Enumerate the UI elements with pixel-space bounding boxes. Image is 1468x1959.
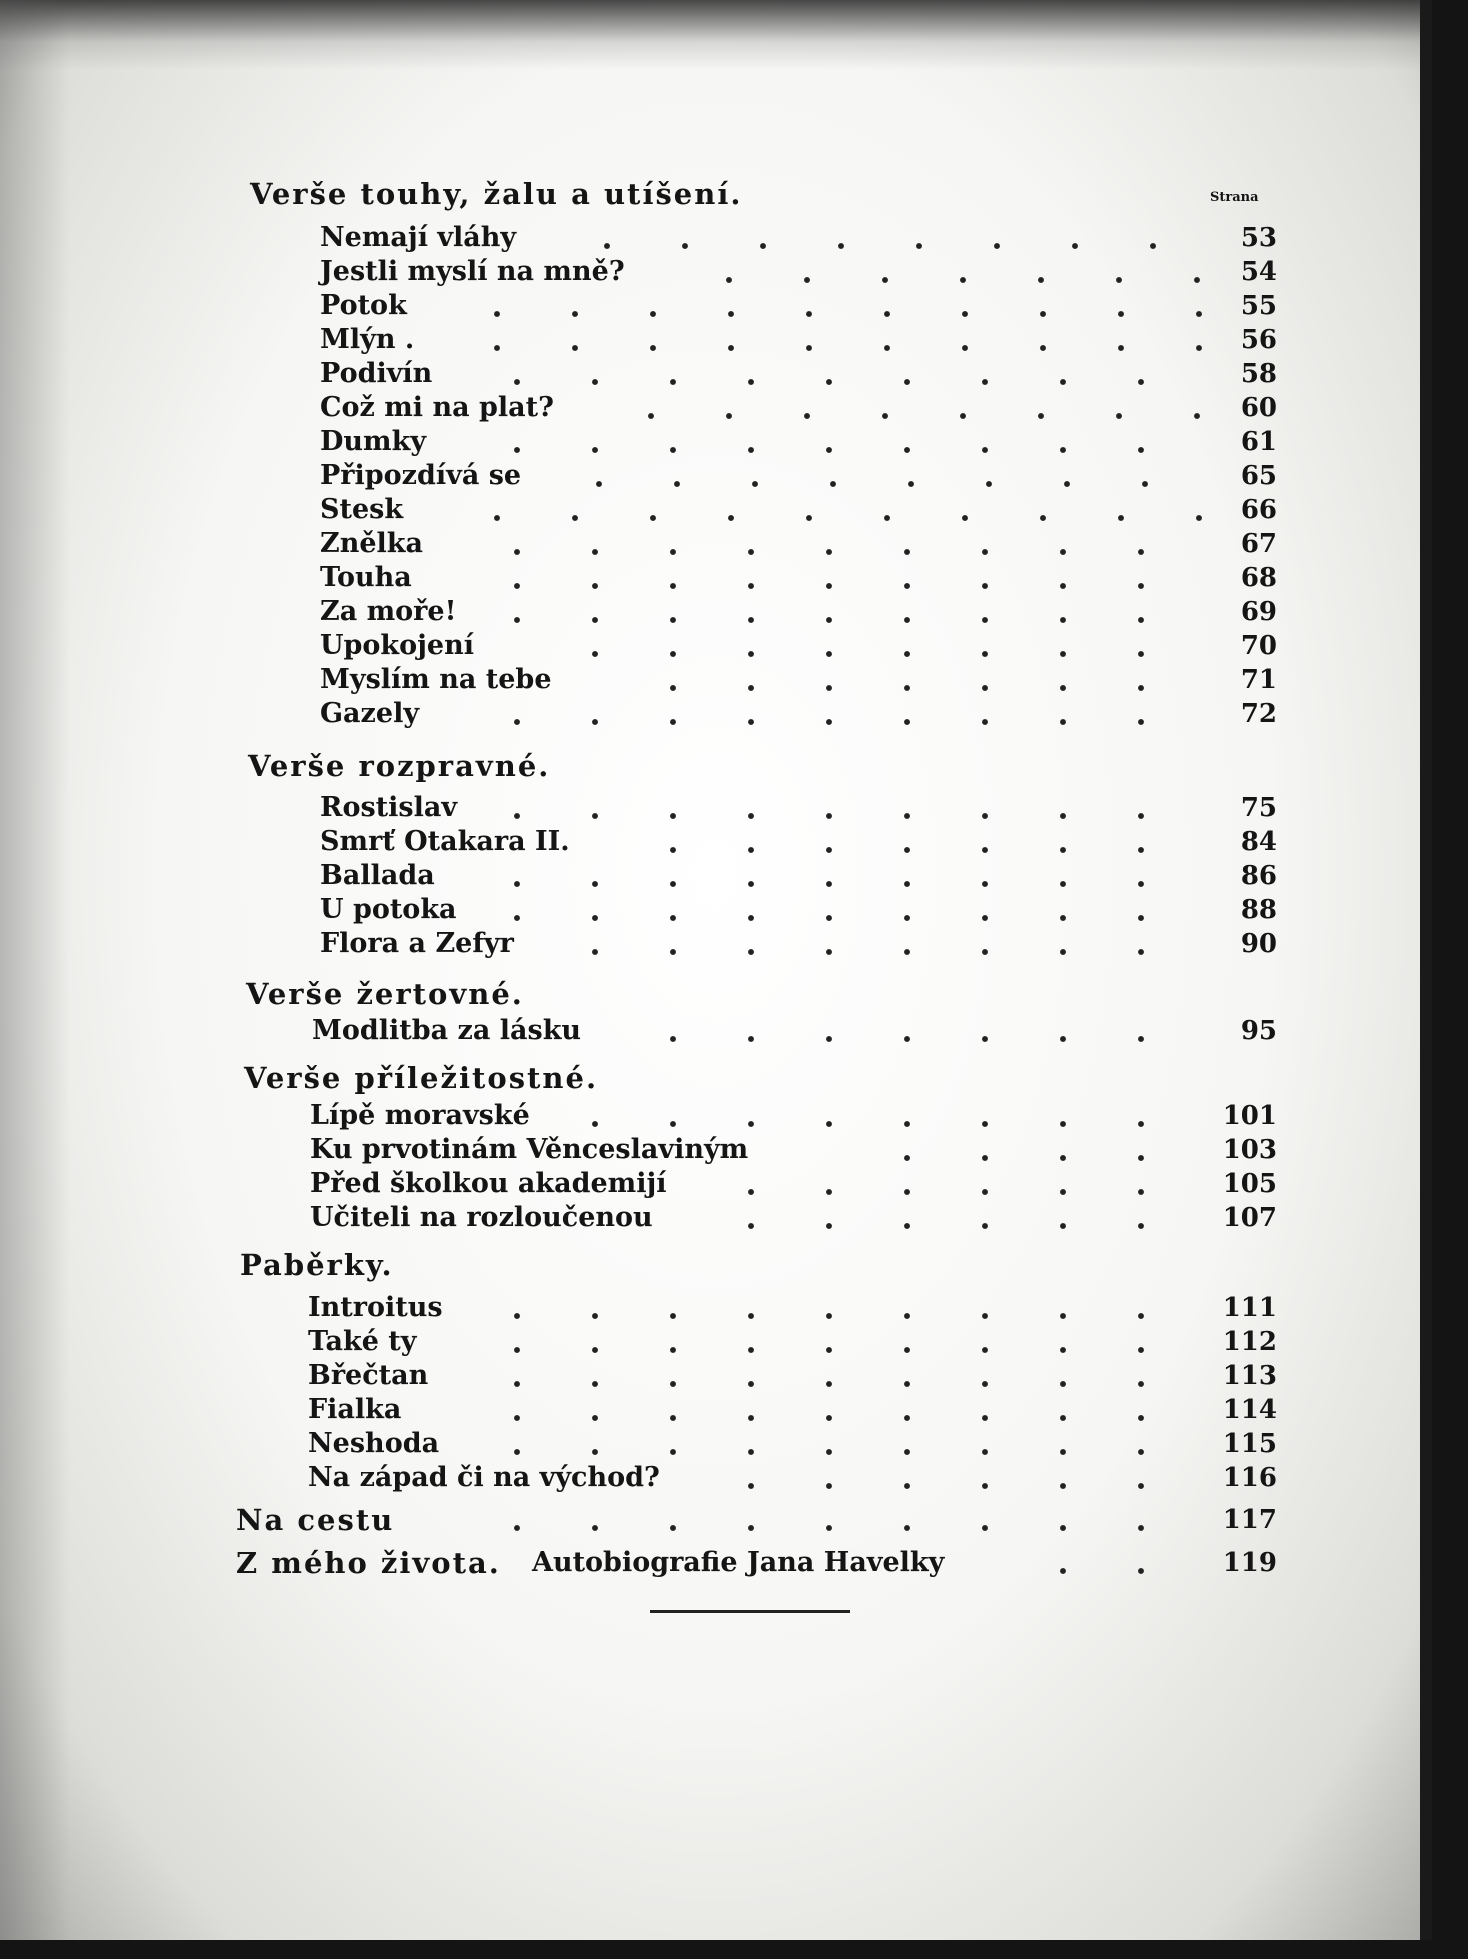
entry-title: Jestli myslí na mně? (320, 256, 625, 287)
leader-dots (478, 893, 1208, 927)
entry-page: 113 (1222, 1361, 1277, 1391)
closing-rule (650, 1610, 850, 1613)
toc-entry (0, 1099, 1432, 1133)
leader-dots (478, 595, 1208, 629)
entry-page: 53 (1240, 223, 1277, 253)
toc-entry (0, 289, 1432, 323)
toc-entry (0, 629, 1432, 663)
entry-title: Ballada (320, 860, 435, 891)
entry-title: Myslím na tebe (320, 664, 552, 695)
leader-dots (868, 1133, 1208, 1167)
entry-title: Učiteli na rozloučenou (310, 1202, 653, 1233)
toc-entry (0, 927, 1432, 961)
toc-entry (0, 493, 1432, 527)
entry-title: Stesk (320, 494, 404, 525)
leader-dots (1024, 1546, 1208, 1580)
entry-title: Také ty (308, 1326, 417, 1357)
entry-page: 101 (1222, 1101, 1277, 1131)
leader-dots (478, 1427, 1208, 1461)
leader-dots (478, 1503, 1208, 1537)
leader-dots (478, 527, 1208, 561)
entry-page: 54 (1240, 257, 1277, 287)
entry-title: Modlitba za lásku (312, 1015, 582, 1046)
leader-dots (478, 859, 1208, 893)
toc-entry (0, 1167, 1432, 1201)
entry-title: Fialka (308, 1394, 402, 1425)
entry-page: 67 (1240, 529, 1277, 559)
entry-page: 90 (1240, 929, 1277, 959)
leader-dots (458, 493, 1208, 527)
entry-page: 112 (1222, 1327, 1277, 1357)
toc-entry (0, 1133, 1432, 1167)
entry-page: 107 (1222, 1203, 1277, 1233)
leader-dots (712, 1201, 1208, 1235)
toc-entry (0, 697, 1432, 731)
toc-entry (0, 893, 1432, 927)
section-title: Verše rozpravné. (248, 749, 551, 783)
entry-page: 115 (1222, 1429, 1277, 1459)
page-column-header: Strana (1210, 190, 1259, 205)
entry-title: Gazely (320, 698, 420, 729)
leader-dots (478, 1359, 1208, 1393)
toc-entry (0, 255, 1432, 289)
toc-entry (0, 425, 1432, 459)
section-title: Verše žertovné. (246, 977, 524, 1011)
entry-page: 111 (1222, 1293, 1277, 1323)
toc-entry (0, 791, 1432, 825)
toc-entry (0, 825, 1432, 859)
toc-entry (0, 859, 1432, 893)
toc-entry (0, 1546, 1432, 1582)
leader-dots (478, 791, 1208, 825)
leader-dots (556, 927, 1208, 961)
entry-title: Ku prvotinám Věnceslaviným (310, 1134, 749, 1165)
entry-page: 105 (1222, 1169, 1277, 1199)
entry-page: 66 (1240, 495, 1277, 525)
toc-entry (0, 459, 1432, 493)
entry-title: Znělka (320, 528, 423, 559)
entry-title: Před školkou akademijí (310, 1168, 667, 1199)
entry-title: Introitus (308, 1292, 443, 1323)
toc-entry (0, 323, 1432, 357)
entry-title: Což mi na plat? (320, 392, 554, 423)
toc-entry (0, 1427, 1432, 1461)
toc-entry (0, 1503, 1432, 1539)
leader-dots (612, 391, 1208, 425)
entry-page: 58 (1240, 359, 1277, 389)
entry-page: 70 (1240, 631, 1277, 661)
entry-page: 116 (1222, 1463, 1277, 1493)
entry-title: Smrť Otakara II. (320, 826, 570, 857)
leader-dots (634, 825, 1208, 859)
leader-dots (634, 663, 1208, 697)
toc-entry (0, 561, 1432, 595)
leader-dots (478, 425, 1208, 459)
entry-title: Rostislav (320, 792, 458, 823)
leader-dots (458, 323, 1208, 357)
entry-page: 69 (1240, 597, 1277, 627)
section-title: Paběrky. (240, 1248, 394, 1282)
entry-title: Dumky (320, 426, 427, 457)
toc-entry (0, 1359, 1432, 1393)
entry-page: 55 (1240, 291, 1277, 321)
leader-dots (712, 1461, 1208, 1495)
entry-title: Lípě moravské (310, 1100, 530, 1131)
entry-title: Potok (320, 290, 407, 321)
leader-dots (560, 459, 1208, 493)
entry-page: 88 (1240, 895, 1277, 925)
leader-dots (556, 629, 1208, 663)
leader-dots (478, 561, 1208, 595)
toc-entry (0, 663, 1432, 697)
entry-page: 119 (1222, 1548, 1277, 1578)
entry-page: 65 (1240, 461, 1277, 491)
leader-dots (458, 289, 1208, 323)
entry-title: Flora a Zefyr (320, 928, 514, 959)
page-shadow-top (0, 0, 1432, 70)
toc-entry (0, 527, 1432, 561)
toc-entry (0, 595, 1432, 629)
entry-page: 84 (1240, 827, 1277, 857)
leader-dots (712, 1167, 1208, 1201)
entry-title: U potoka (320, 894, 457, 925)
entry-page: 117 (1222, 1505, 1277, 1535)
entry-page: 71 (1240, 665, 1277, 695)
entry-title: Za moře! (320, 596, 457, 627)
entry-page: 61 (1240, 427, 1277, 457)
leader-dots (478, 697, 1208, 731)
toc-entry (0, 357, 1432, 391)
entry-title: Z mého života. (236, 1546, 501, 1580)
entry-page: 75 (1240, 793, 1277, 823)
entry-page: 68 (1240, 563, 1277, 593)
toc-entry (0, 1461, 1432, 1495)
entry-title: Touha (320, 562, 412, 593)
leader-dots (478, 1325, 1208, 1359)
entry-title: Neshoda (308, 1428, 440, 1459)
entry-page: 114 (1222, 1395, 1277, 1425)
section-title: Verše příležitostné. (244, 1061, 599, 1095)
toc-entry (0, 221, 1432, 255)
leader-dots (634, 1014, 1208, 1048)
entry-page: 103 (1222, 1135, 1277, 1165)
toc-entry (0, 1393, 1432, 1427)
entry-title: Na cestu (236, 1503, 395, 1537)
entry-page: 72 (1240, 699, 1277, 729)
entry-title: Upokojení (320, 630, 474, 661)
toc-entry (0, 1014, 1432, 1048)
leader-dots (568, 221, 1208, 255)
leader-dots (690, 255, 1208, 289)
entry-page: 95 (1240, 1016, 1277, 1046)
entry-title: Podivín (320, 358, 433, 389)
entry-title: Břečtan (308, 1360, 429, 1391)
entry-title: Na západ či na východ? (308, 1462, 660, 1493)
toc-entry (0, 1291, 1432, 1325)
leader-dots (478, 1291, 1208, 1325)
entry-title: Připozdívá se (320, 460, 522, 491)
toc-entry (0, 391, 1432, 425)
toc-entry (0, 1201, 1432, 1235)
entry-page: 56 (1240, 325, 1277, 355)
entry-title: Mlýn . (320, 324, 415, 355)
entry-title: Nemají vláhy (320, 222, 517, 253)
section-title: Verše touhy, žalu a utíšení. (250, 177, 743, 211)
entry-page: 86 (1240, 861, 1277, 891)
leader-dots (478, 357, 1208, 391)
leader-dots (556, 1099, 1208, 1133)
toc-entry (0, 1325, 1432, 1359)
entry-page: 60 (1240, 393, 1277, 423)
entry-subtitle: Autobiografie Jana Havelky (532, 1547, 945, 1578)
leader-dots (478, 1393, 1208, 1427)
